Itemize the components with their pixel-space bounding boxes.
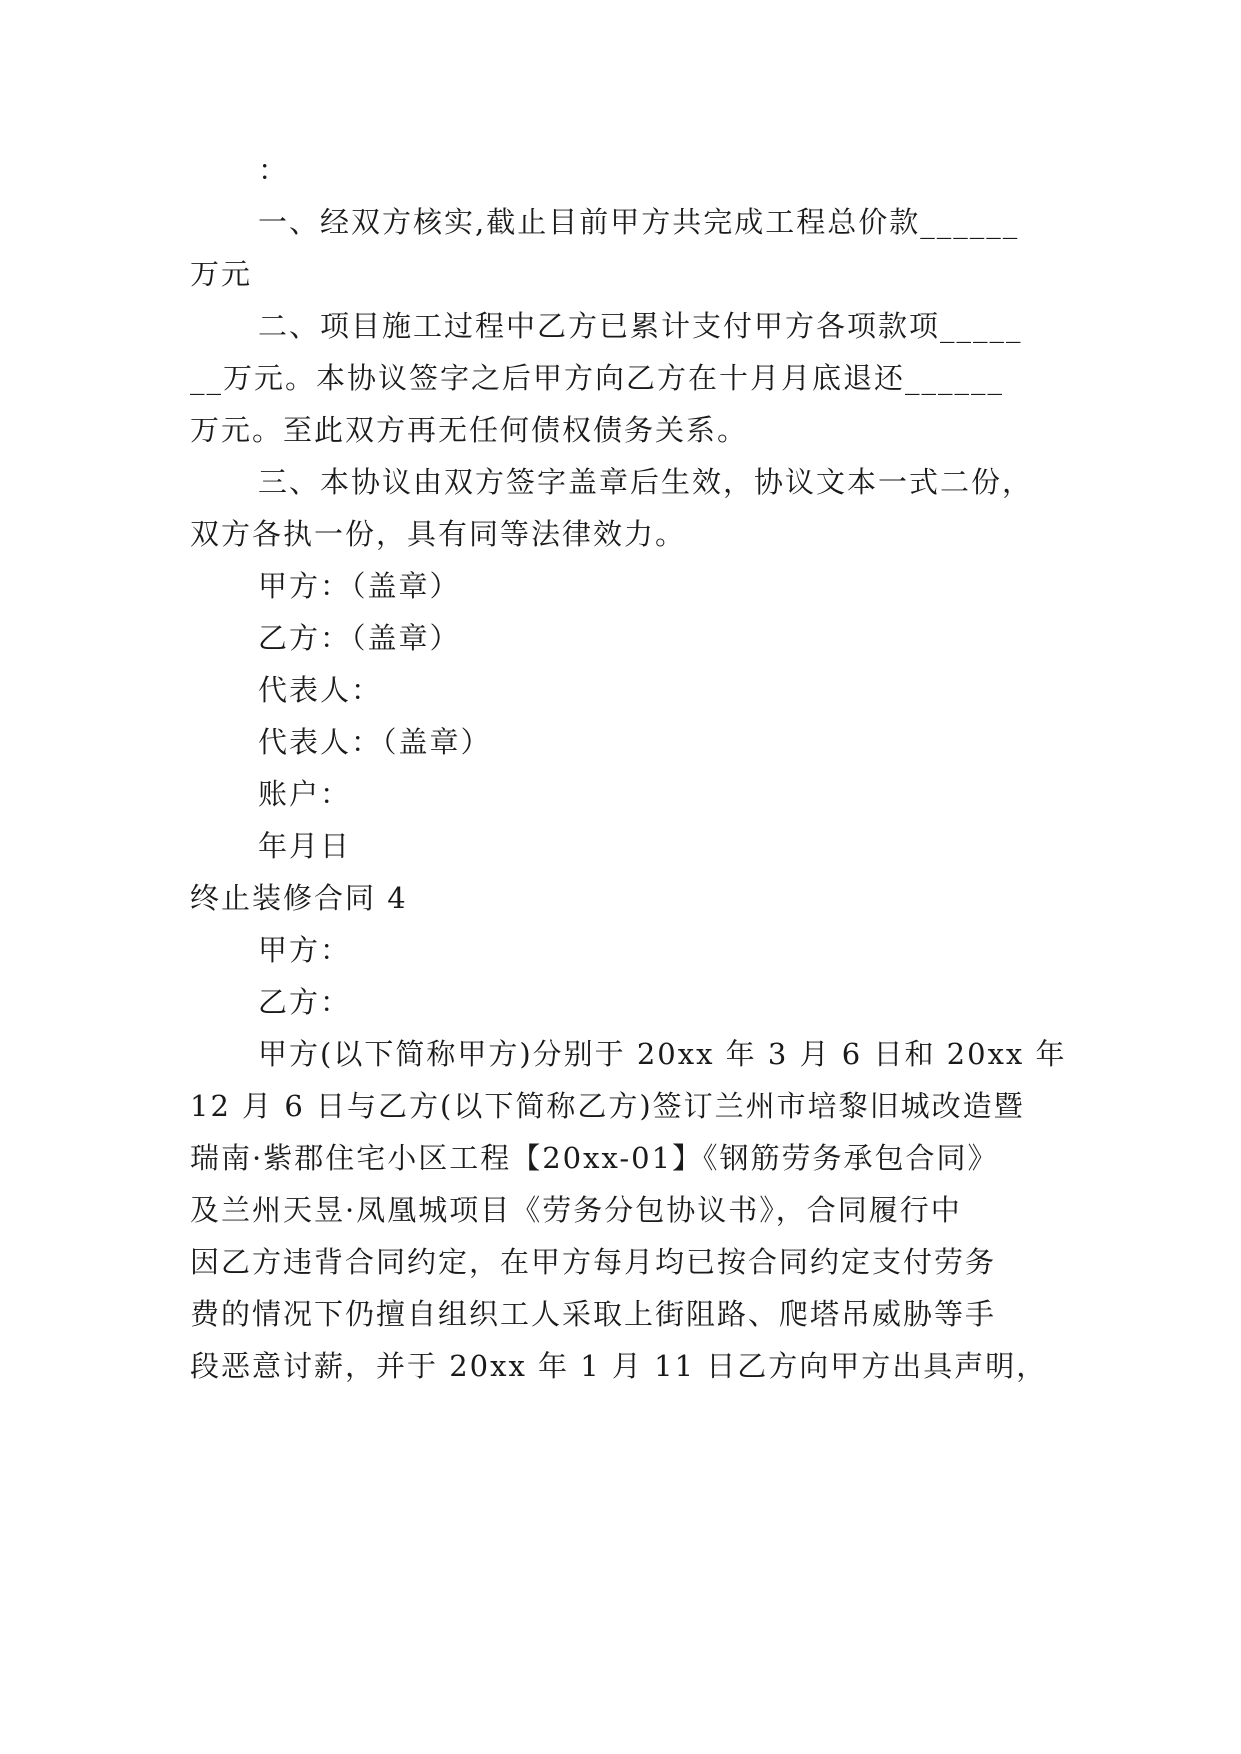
clause-2-line-3: 万元。至此双方再无任何债权债务关系。 xyxy=(190,413,749,447)
clause-2-line-2: __万元。本协议签字之后甲方向乙方在十月月底退还______ xyxy=(190,361,1005,395)
clause-1-line-1: 一、经双方核实,截止目前甲方共完成工程总价款______ xyxy=(258,205,1020,239)
body-paragraph-line-6: 费的情况下仍擅自组织工人采取上街阻路、爬塔吊威胁等手 xyxy=(190,1297,997,1331)
clause-3-line-2: 双方各执一份，具有同等法律效力。 xyxy=(190,517,687,551)
representative-line: 代表人： xyxy=(258,673,383,707)
colon-line: ： xyxy=(258,153,290,187)
body-paragraph-line-2: 12 月 6 日与乙方(以下简称乙方)签订兰州市培黎旧城改造暨 xyxy=(190,1089,1025,1123)
body-paragraph-line-4: 及兰州天昱·凤凰城项目《劳务分包协议书》，合同履行中 xyxy=(190,1193,962,1227)
body-paragraph-line-1: 甲方(以下简称甲方)分别于 20xx 年 3 月 6 日和 20xx 年 xyxy=(258,1037,1067,1071)
body-paragraph-line-3: 瑞南·紫郡住宅小区工程【20xx-01】《钢筋劳务承包合同》 xyxy=(190,1141,999,1175)
section-heading: 终止装修合同 4 xyxy=(190,881,408,915)
party-a-label: 甲方： xyxy=(258,933,352,967)
party-b-label: 乙方： xyxy=(258,985,352,1019)
body-paragraph-line-5: 因乙方违背合同约定，在甲方每月均已按合同约定支付劳务 xyxy=(190,1245,997,1279)
party-b-seal: 乙方：（盖章） xyxy=(258,621,461,655)
date-line: 年月日 xyxy=(258,829,352,863)
account-line: 账户： xyxy=(258,777,352,811)
clause-2-line-1: 二、项目施工过程中乙方已累计支付甲方各项款项_____ xyxy=(258,309,1023,343)
party-a-seal: 甲方：（盖章） xyxy=(258,569,461,603)
clause-1-line-2: 万元 xyxy=(190,257,253,291)
representative-seal-line: 代表人：（盖章） xyxy=(258,725,492,759)
body-paragraph-line-7: 段恶意讨薪，并于 20xx 年 1 月 11 日乙方向甲方出具声明， xyxy=(190,1349,1048,1383)
clause-3-line-1: 三、本协议由双方签字盖章后生效，协议文本一式二份， xyxy=(258,465,1034,499)
